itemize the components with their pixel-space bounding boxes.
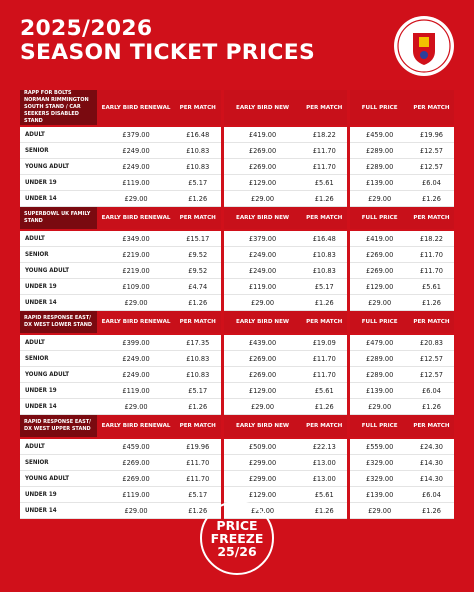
early-bird-new-per-match: £18.22	[301, 126, 347, 143]
ticket-type: SENIOR	[20, 247, 97, 263]
ticket-type: UNDER 19	[20, 175, 97, 191]
header-per-match: PER MATCH	[409, 207, 454, 231]
table-row	[20, 159, 454, 175]
header-per-match: PER MATCH	[175, 207, 221, 231]
header-full-price: FULL PRICE	[350, 415, 409, 439]
table-row	[20, 247, 454, 263]
ticket-type: YOUNG ADULT	[20, 263, 97, 279]
ticket-type: YOUNG ADULT	[20, 367, 97, 383]
full-price: £29.00	[350, 295, 409, 311]
table-row	[20, 367, 454, 383]
table-row	[20, 383, 454, 399]
section-header	[20, 415, 454, 439]
early-bird-renewal-price: £219.00	[97, 263, 174, 279]
early-bird-new-per-match: £5.17	[301, 279, 347, 295]
early-bird-new-per-match: £19.09	[301, 334, 347, 351]
full-price-per-match: £6.04	[409, 175, 454, 191]
early-bird-new-price: £269.00	[224, 159, 301, 175]
early-bird-new-price: £269.00	[224, 351, 301, 367]
early-bird-renewal-per-match: £19.96	[175, 438, 221, 455]
early-bird-renewal-price: £29.00	[97, 191, 174, 207]
club-crest-icon	[393, 15, 455, 77]
season-label: 2025/2026	[20, 16, 153, 40]
early-bird-new-price: £249.00	[224, 263, 301, 279]
header-per-match: PER MATCH	[409, 90, 454, 126]
early-bird-renewal-price: £219.00	[97, 247, 174, 263]
early-bird-renewal-per-match: £11.70	[175, 455, 221, 471]
early-bird-new-per-match: £13.00	[301, 455, 347, 471]
header-per-match: PER MATCH	[409, 415, 454, 439]
full-price: £329.00	[350, 471, 409, 487]
early-bird-renewal-price: £29.00	[97, 503, 174, 519]
ticket-type: UNDER 14	[20, 503, 97, 519]
ticket-type: ADULT	[20, 230, 97, 247]
early-bird-new-per-match: £11.70	[301, 159, 347, 175]
table-row	[20, 263, 454, 279]
ticket-type: SENIOR	[20, 143, 97, 159]
early-bird-renewal-per-match: £17.35	[175, 334, 221, 351]
full-price: £29.00	[350, 503, 409, 519]
ticket-type: ADULT	[20, 438, 97, 455]
early-bird-renewal-per-match: £4.74	[175, 279, 221, 295]
header-early-bird-renewal: EARLY BIRD RENEWAL	[97, 90, 174, 126]
table-row	[20, 334, 454, 351]
table-row	[20, 143, 454, 159]
early-bird-renewal-per-match: £10.83	[175, 367, 221, 383]
table-row	[20, 471, 454, 487]
full-price-per-match: £14.30	[409, 471, 454, 487]
header-early-bird-new: EARLY BIRD NEW	[224, 415, 301, 439]
table-row	[20, 295, 454, 311]
full-price: £289.00	[350, 159, 409, 175]
section-header	[20, 207, 454, 231]
full-price-per-match: £12.57	[409, 351, 454, 367]
ticket-type: ADULT	[20, 126, 97, 143]
full-price: £329.00	[350, 455, 409, 471]
full-price-per-match: £1.26	[409, 295, 454, 311]
header-early-bird-new: EARLY BIRD NEW	[224, 207, 301, 231]
early-bird-new-price: £29.00	[224, 295, 301, 311]
full-price-per-match: £12.57	[409, 367, 454, 383]
full-price-per-match: £5.61	[409, 279, 454, 295]
early-bird-renewal-price: £249.00	[97, 367, 174, 383]
early-bird-new-price: £249.00	[224, 247, 301, 263]
early-bird-renewal-per-match: £1.26	[175, 295, 221, 311]
early-bird-new-per-match: £5.61	[301, 487, 347, 503]
early-bird-new-per-match: £11.70	[301, 351, 347, 367]
full-price: £459.00	[350, 126, 409, 143]
full-price-per-match: £12.57	[409, 159, 454, 175]
full-price: £289.00	[350, 367, 409, 383]
full-price-per-match: £18.22	[409, 230, 454, 247]
header-per-match: PER MATCH	[175, 90, 221, 126]
early-bird-renewal-price: £349.00	[97, 230, 174, 247]
full-price-per-match: £1.26	[409, 191, 454, 207]
early-bird-renewal-per-match: £10.83	[175, 143, 221, 159]
full-price: £139.00	[350, 487, 409, 503]
header-per-match: PER MATCH	[301, 311, 347, 335]
table-row	[20, 438, 454, 455]
title-label: SEASON TICKET PRICES	[20, 40, 316, 64]
early-bird-new-per-match: £22.13	[301, 438, 347, 455]
ticket-type: SENIOR	[20, 455, 97, 471]
price-table	[20, 90, 454, 519]
full-price: £29.00	[350, 191, 409, 207]
early-bird-new-per-match: £5.61	[301, 175, 347, 191]
header-early-bird-renewal: EARLY BIRD RENEWAL	[97, 311, 174, 335]
ticket-type: UNDER 14	[20, 399, 97, 415]
early-bird-new-price: £509.00	[224, 438, 301, 455]
early-bird-renewal-per-match: £15.17	[175, 230, 221, 247]
early-bird-renewal-price: £459.00	[97, 438, 174, 455]
early-bird-new-per-match: £1.26	[301, 503, 347, 519]
early-bird-renewal-price: £29.00	[97, 295, 174, 311]
early-bird-renewal-per-match: £1.26	[175, 399, 221, 415]
early-bird-new-per-match: £13.00	[301, 471, 347, 487]
ticket-type: YOUNG ADULT	[20, 159, 97, 175]
early-bird-new-per-match: £11.70	[301, 367, 347, 383]
stand-name: RAPP FOR BOLTS NORMAN RIMMINGTON SOUTH STAND / CAR SEEKERS DISABLED STAND	[20, 90, 97, 126]
table-row	[20, 230, 454, 247]
ticket-type: ADULT	[20, 334, 97, 351]
full-price-per-match: £14.30	[409, 455, 454, 471]
early-bird-new-price: £29.00	[224, 191, 301, 207]
early-bird-new-price: £129.00	[224, 175, 301, 191]
table-row	[20, 279, 454, 295]
early-bird-new-per-match: £1.26	[301, 295, 347, 311]
price-freeze-badge	[200, 501, 274, 575]
full-price: £269.00	[350, 263, 409, 279]
header-early-bird-new: EARLY BIRD NEW	[224, 90, 301, 126]
ticket-type: UNDER 19	[20, 487, 97, 503]
table-row	[20, 455, 454, 471]
full-price-per-match: £19.96	[409, 126, 454, 143]
ticket-type: SENIOR	[20, 351, 97, 367]
early-bird-renewal-price: £399.00	[97, 334, 174, 351]
stand-name: RAPID RESPONSE EAST/ DX WEST LOWER STAND	[20, 311, 97, 335]
early-bird-new-price: £119.00	[224, 279, 301, 295]
early-bird-new-per-match: £10.83	[301, 247, 347, 263]
full-price-per-match: £1.26	[409, 399, 454, 415]
header-per-match: PER MATCH	[301, 415, 347, 439]
section-header	[20, 311, 454, 335]
full-price-per-match: £24.30	[409, 438, 454, 455]
full-price-per-match: £11.70	[409, 263, 454, 279]
early-bird-new-per-match: £1.26	[301, 399, 347, 415]
early-bird-new-price: £29.00	[224, 503, 301, 519]
early-bird-new-price: £419.00	[224, 126, 301, 143]
stand-name: SUPERBOWL UK FAMILY STAND	[20, 207, 97, 231]
early-bird-new-per-match: £11.70	[301, 143, 347, 159]
section-header	[20, 90, 454, 126]
header-per-match: PER MATCH	[175, 415, 221, 439]
full-price: £289.00	[350, 143, 409, 159]
full-price: £559.00	[350, 438, 409, 455]
early-bird-renewal-per-match: £5.17	[175, 175, 221, 191]
full-price: £29.00	[350, 399, 409, 415]
full-price: £479.00	[350, 334, 409, 351]
early-bird-renewal-per-match: £9.52	[175, 263, 221, 279]
full-price-per-match: £20.83	[409, 334, 454, 351]
stand-name: RAPID RESPONSE EAST/ DX WEST UPPER STAND	[20, 415, 97, 439]
early-bird-renewal-per-match: £1.26	[175, 191, 221, 207]
header-per-match: PER MATCH	[175, 311, 221, 335]
full-price-per-match: £11.70	[409, 247, 454, 263]
page-title	[20, 16, 315, 64]
early-bird-new-price: £269.00	[224, 367, 301, 383]
table-row	[20, 191, 454, 207]
full-price-per-match: £6.04	[409, 487, 454, 503]
early-bird-new-price: £379.00	[224, 230, 301, 247]
early-bird-renewal-price: £269.00	[97, 471, 174, 487]
header-per-match: PER MATCH	[301, 207, 347, 231]
early-bird-renewal-per-match: £1.26	[175, 503, 221, 519]
table-row	[20, 175, 454, 191]
early-bird-renewal-per-match: £10.83	[175, 351, 221, 367]
early-bird-new-price: £269.00	[224, 143, 301, 159]
header-full-price: FULL PRICE	[350, 207, 409, 231]
ticket-type: UNDER 19	[20, 279, 97, 295]
header-full-price: FULL PRICE	[350, 90, 409, 126]
early-bird-renewal-price: £119.00	[97, 383, 174, 399]
full-price-per-match: £1.26	[409, 503, 454, 519]
early-bird-renewal-price: £249.00	[97, 351, 174, 367]
full-price: £289.00	[350, 351, 409, 367]
early-bird-renewal-price: £119.00	[97, 487, 174, 503]
header-per-match: PER MATCH	[301, 90, 347, 126]
early-bird-new-price: £29.00	[224, 399, 301, 415]
freeze-line1: PRICE	[216, 517, 258, 533]
header-early-bird-new: EARLY BIRD NEW	[224, 311, 301, 335]
early-bird-renewal-price: £249.00	[97, 143, 174, 159]
header-early-bird-renewal: EARLY BIRD RENEWAL	[97, 207, 174, 231]
early-bird-new-price: £129.00	[224, 383, 301, 399]
early-bird-renewal-price: £109.00	[97, 279, 174, 295]
early-bird-renewal-price: £119.00	[97, 175, 174, 191]
early-bird-new-price: £129.00	[224, 487, 301, 503]
early-bird-renewal-per-match: £16.48	[175, 126, 221, 143]
full-price: £139.00	[350, 383, 409, 399]
table-row	[20, 126, 454, 143]
header-early-bird-renewal: EARLY BIRD RENEWAL	[97, 415, 174, 439]
early-bird-renewal-price: £379.00	[97, 126, 174, 143]
early-bird-renewal-per-match: £5.17	[175, 487, 221, 503]
table-row	[20, 351, 454, 367]
early-bird-new-price: £299.00	[224, 471, 301, 487]
full-price-per-match: £6.04	[409, 383, 454, 399]
ticket-type: UNDER 14	[20, 295, 97, 311]
table-row	[20, 399, 454, 415]
early-bird-new-price: £439.00	[224, 334, 301, 351]
early-bird-renewal-price: £249.00	[97, 159, 174, 175]
early-bird-new-per-match: £10.83	[301, 263, 347, 279]
early-bird-new-per-match: £1.26	[301, 191, 347, 207]
full-price-per-match: £12.57	[409, 143, 454, 159]
full-price: £269.00	[350, 247, 409, 263]
early-bird-new-per-match: £16.48	[301, 230, 347, 247]
early-bird-renewal-per-match: £10.83	[175, 159, 221, 175]
full-price: £129.00	[350, 279, 409, 295]
header-per-match: PER MATCH	[409, 311, 454, 335]
early-bird-renewal-price: £269.00	[97, 455, 174, 471]
freeze-line3: 25/26	[217, 543, 257, 559]
full-price: £419.00	[350, 230, 409, 247]
ticket-type: YOUNG ADULT	[20, 471, 97, 487]
early-bird-new-per-match: £5.61	[301, 383, 347, 399]
early-bird-renewal-per-match: £5.17	[175, 383, 221, 399]
freeze-line2: FREEZE	[210, 530, 264, 546]
header-full-price: FULL PRICE	[350, 311, 409, 335]
early-bird-renewal-per-match: £11.70	[175, 471, 221, 487]
ticket-type: UNDER 19	[20, 383, 97, 399]
early-bird-new-price: £299.00	[224, 455, 301, 471]
early-bird-renewal-per-match: £9.52	[175, 247, 221, 263]
early-bird-renewal-price: £29.00	[97, 399, 174, 415]
ticket-type: UNDER 14	[20, 191, 97, 207]
full-price: £139.00	[350, 175, 409, 191]
